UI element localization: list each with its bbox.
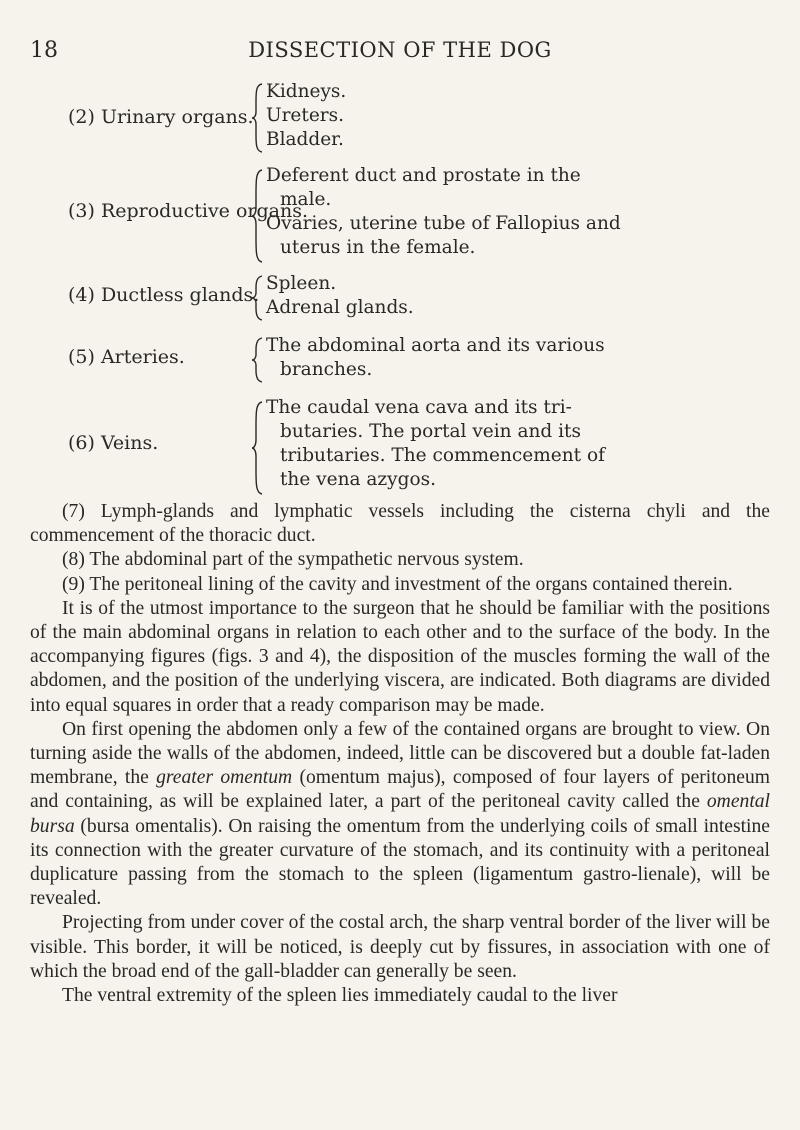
- body-text: [30, 500, 770, 1008]
- classification-arteries: [0, 334, 800, 388]
- list-item: branches.: [280, 359, 373, 380]
- page-number: 18: [30, 38, 58, 63]
- classification-label: (5) Arteries.: [68, 346, 185, 368]
- paragraph-peritoneal: (9) The peritoneal lining of the cavity and investment of the organs contained therein.: [62, 573, 733, 595]
- classification-label: (3) Reproductive organs.: [68, 200, 308, 222]
- list-item: uterus in the female.: [280, 237, 476, 258]
- running-title: DISSECTION OF THE DOG: [248, 38, 552, 62]
- list-item: Spleen.: [266, 273, 337, 294]
- list-item: The caudal vena cava and its tri-: [266, 397, 572, 418]
- list-item: The abdominal aorta and its various: [266, 335, 605, 356]
- brace-icon: [250, 168, 264, 264]
- paragraph-opening: On first opening the abdomen only a few of the contained organs are brought to view. On turning aside the walls of the abdomen, indeed, little can be discovered but a double fat-laden membrane, the greater omentum (omentum majus), composed of four layers of peritoneum and containing, as will be explained later, a part of the peritoneal cavity called the omental bursa (bursa omentalis). On raising the omentum from the underlying coils of small intestine its connection with the greater curvature of the stomach, and its continuity with a peritoneal duplicature passing from the stomach to the spleen (ligamentum gastro-lienale), will be revealed.: [30, 718, 771, 910]
- list-item: tributaries. The commencement of: [280, 445, 605, 466]
- classification-reproductive: [0, 164, 800, 264]
- page-header: [30, 38, 770, 68]
- classification-ductless-glands: [0, 272, 800, 326]
- brace-icon: [250, 82, 264, 154]
- term-greater-omentum: greater omentum: [156, 767, 293, 789]
- classification-urinary: [0, 80, 800, 158]
- paragraph-lymph: (7) Lymph-glands and lymphatic vessels including the cisterna chyli and the commencement of the thoracic duct.: [30, 501, 770, 547]
- brace-icon: [250, 400, 264, 496]
- paragraph-importance: It is of the utmost importance to the surgeon that he should be familiar with the positions of the main abdominal organs in relation to each other and to the surface of the body. In the accompanying figures (figs. 3 and 4), the disposition of the muscles forming the wall of the abdomen, and the position of the underlying viscera, are indicated. Both diagrams are divided into equal squares in order that a ready comparison may be made.: [30, 597, 770, 716]
- list-item: Ureters.: [266, 105, 344, 126]
- list-item: male.: [280, 189, 332, 210]
- list-item: Adrenal glands.: [266, 297, 414, 318]
- list-item: Deferent duct and prostate in the: [266, 165, 581, 186]
- classification-veins: [0, 396, 800, 496]
- classification-label: (2) Urinary organs.: [68, 106, 254, 128]
- brace-icon: [250, 274, 264, 322]
- classification-label: (6) Veins.: [68, 432, 159, 454]
- paragraph-spleen: The ventral extremity of the spleen lies immediately caudal to the liver: [62, 985, 618, 1007]
- list-item: the vena azygos.: [280, 469, 436, 490]
- list-item: butaries. The portal vein and its: [280, 421, 581, 442]
- list-item: Ovaries, uterine tube of Fallopius and: [266, 213, 621, 234]
- classification-label: (4) Ductless glands.: [68, 284, 260, 306]
- brace-icon: [250, 336, 264, 384]
- list-item: Bladder.: [266, 129, 344, 150]
- list-item: Kidneys.: [266, 81, 347, 102]
- term-omental-bursa: omental bursa: [30, 791, 770, 837]
- paragraph-sympathetic: (8) The abdominal part of the sympathetic nervous system.: [62, 549, 524, 571]
- paragraph-liver: Projecting from under cover of the costal arch, the sharp ventral border of the liver will be visible. This border, it will be noticed, is deeply cut by fissures, in association with one of which the broad end of the gall-bladder can generally be seen.: [30, 912, 770, 982]
